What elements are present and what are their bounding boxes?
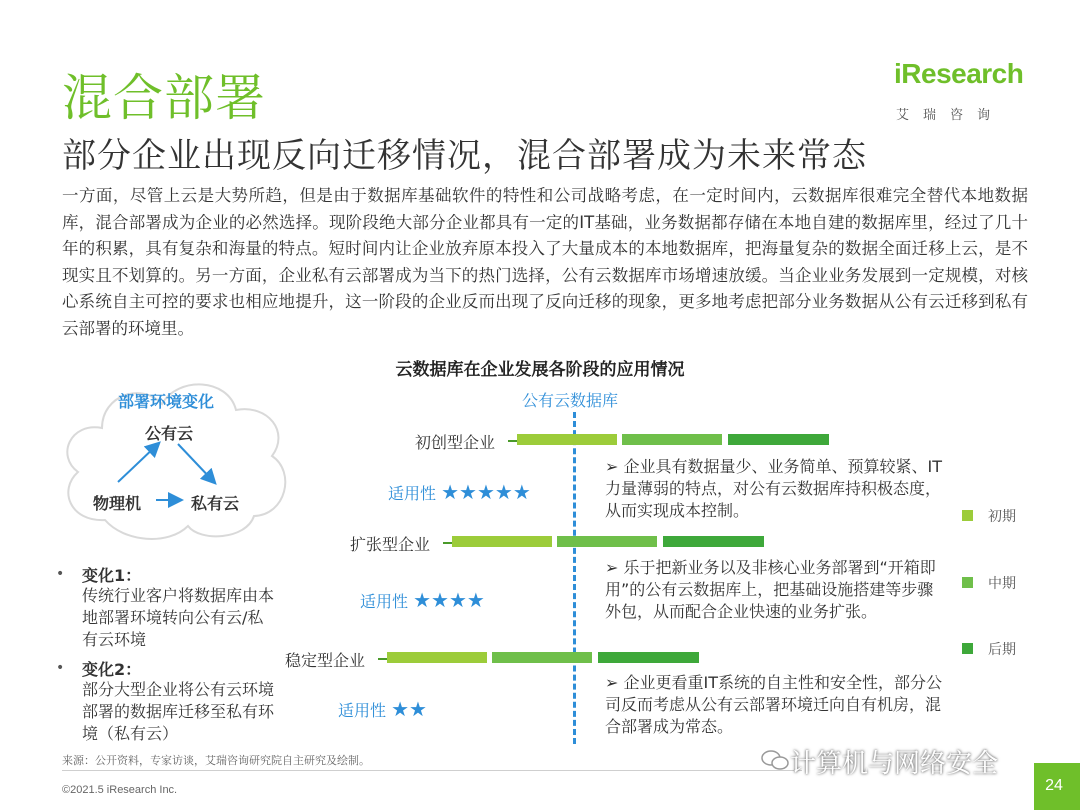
change-2-title: 变化2： bbox=[82, 660, 142, 679]
suitability-startup bbox=[388, 480, 531, 504]
legend-swatch-early bbox=[962, 510, 973, 521]
legend-swatch-late bbox=[962, 643, 973, 654]
legend-label-late: 后期 bbox=[988, 642, 1016, 658]
node-private-cloud: 私有云 bbox=[191, 494, 240, 513]
legend-label-mid: 中期 bbox=[988, 576, 1016, 592]
phase-early-bar bbox=[387, 652, 487, 663]
page-subtitle: 部分企业出现反向迁移情况，混合部署成为未来常态 bbox=[62, 136, 867, 176]
logo-brand: iResearch bbox=[894, 58, 1024, 89]
logo-sub: 艾瑞咨询 bbox=[896, 108, 1005, 123]
bullet-dot: • bbox=[56, 566, 65, 582]
legend-label-early: 初期 bbox=[988, 509, 1016, 525]
change-1-text: 传统行业客户将数据库由本地部署环境转向公有云/私有云环境 bbox=[82, 586, 275, 649]
source-note: 来源：公开资料，专家访谈，艾瑞咨询研究院自主研究及绘制。 bbox=[62, 754, 370, 767]
wechat-icon bbox=[760, 748, 790, 772]
phase-early-bar bbox=[517, 434, 617, 445]
footer-divider bbox=[62, 770, 802, 771]
phase-late-bar bbox=[728, 434, 829, 445]
suitability-stable bbox=[338, 697, 427, 721]
phase-mid-bar bbox=[557, 536, 657, 547]
chart-title: 云数据库在企业发展各阶段的应用情况 bbox=[395, 360, 685, 380]
stage-desc-expansion: ➢ 乐于把新业务以及非核心业务部署到“开箱即用”的公有云数据库上，把基础设施搭建等步骤外包，从而配合企业快速的业务扩张。 bbox=[605, 558, 936, 621]
stage-label-expansion: 扩张型企业 bbox=[350, 535, 431, 554]
intro-paragraph: 一方面，尽管上云是大势所趋，但是由于数据库基础软件的特性和公司战略考虑，在一定时间内，云数据库很难完全替代本地数据库，混合部署成为企业的必然选择。现阶段绝大部分企业都具有一定的IT基础，业务数据都存储在本地自建的数据库里，经过了几十年的积累，具有复杂和海量的特点。短时间内让企业放弃原本投入了大量成本的本地数据库，把海量复杂的数据全面迁移上云，是不现实且不划算的。另一方面，企业私有云部署成为当下的热门选择，公有云数据库市场增速放缓。当企业业务发展到一定规模，对核心系统自主可控的要求也相应地提升，这一阶段的企业反而出现了反向迁移的现象，更多地考虑把部分业务数据从公有云迁移到私有云部署的环境里。 bbox=[62, 186, 1028, 338]
stage-desc-stable: ➢ 企业更看重IT系统的自主性和安全性，部分公司反而考虑从公有云部署环境迁向自有机房，混合部署成为常态。 bbox=[605, 673, 942, 736]
watermark-text: 计算机与网络安全 bbox=[790, 749, 999, 779]
page-title: 混合部署 bbox=[62, 69, 266, 127]
change-1-title: 变化1： bbox=[82, 566, 142, 585]
change-2-text: 部分大型企业将公有云环境部署的数据库迁移至私有环境（私有云） bbox=[82, 680, 275, 743]
stage-desc-startup: ➢ 企业具有数据量少、业务简单、预算较紧、IT力量薄弱的特点，对公有云数据库持积极态度，从而实现成本控制。 bbox=[605, 457, 942, 520]
stage-label-startup: 初创型企业 bbox=[415, 433, 496, 452]
suitability-label: 适用性 bbox=[338, 701, 387, 720]
legend-swatch-mid bbox=[962, 577, 973, 588]
public-cloud-divider bbox=[573, 412, 576, 744]
phase-mid-bar bbox=[622, 434, 722, 445]
node-physical-machine: 物理机 bbox=[93, 494, 142, 513]
node-public-cloud: 公有云 bbox=[145, 424, 194, 443]
cloud-title: 部署环境变化 bbox=[118, 392, 215, 411]
page-number: 24 bbox=[1045, 777, 1063, 794]
copyright: ©2021.5 iResearch Inc. bbox=[62, 784, 178, 796]
arrow-public-to-private bbox=[178, 444, 214, 482]
phase-early-bar bbox=[452, 536, 552, 547]
suitability-label: 适用性 bbox=[388, 484, 437, 503]
phase-late-bar bbox=[598, 652, 699, 663]
phase-late-bar bbox=[663, 536, 764, 547]
star-rating-icon: ★★★★ bbox=[413, 588, 485, 612]
arrow-physical-to-public bbox=[118, 444, 158, 482]
stage-label-stable: 稳定型企业 bbox=[285, 651, 366, 670]
bullet-dot: • bbox=[56, 660, 65, 676]
public-cloud-db-label: 公有云数据库 bbox=[522, 391, 619, 410]
suitability-label: 适用性 bbox=[360, 592, 409, 611]
phase-mid-bar bbox=[492, 652, 592, 663]
star-rating-icon: ★★★★★ bbox=[441, 480, 531, 504]
suitability-expansion bbox=[360, 588, 485, 612]
star-rating-icon: ★★ bbox=[391, 697, 427, 721]
iresearch-logo bbox=[890, 58, 1030, 128]
